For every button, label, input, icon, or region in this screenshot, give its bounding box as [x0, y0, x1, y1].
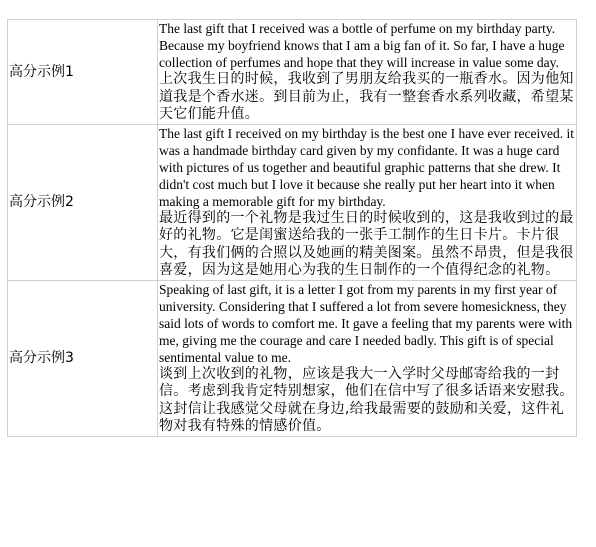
row-content-cell [158, 280, 577, 436]
row-label-cell [8, 124, 158, 280]
chinese-text: 谈到上次收到的礼物，应该是我大一入学时父母邮寄给我的一封信。考虑到我肯定特别想家，他们在信中写了很多话语来安慰我。这封信让我感觉父母就在身边,给我最需要的鼓励和关爱，这件礼物对我有特殊的情感价值。 [159, 365, 574, 434]
english-text: The last gift I received on my birthday is the best one I have ever received. it was a handmade birthday card given by my confidante. It was a huge card with pictures of us together and beautiful graphic patterns that she drew. It didn't cost much but I love it because she really put her heart into it when making a memorable gift for my birthday. [159, 125, 574, 209]
table-row [8, 280, 577, 436]
row-label: 高分示例1 [9, 63, 74, 80]
table-row [8, 124, 577, 280]
chinese-text: 上次我生日的时候，我收到了男朋友给我买的一瓶香水。因为他知道我是个香水迷。到目前为止，我有一整套香水系列收藏，希望某天它们能升值。 [159, 71, 574, 122]
row-content-cell [158, 20, 577, 125]
row-label: 高分示例3 [9, 350, 74, 366]
row-label-cell [8, 280, 158, 436]
row-label-cell [8, 20, 158, 125]
chinese-text: 最近得到的一个礼物是我过生日的时候收到的，这是我收到过的最好的礼物。它是闺蜜送给我的一张手工制作的生日卡片。卡片很大，有我们俩的合照以及她画的精美图案。虽然不昂贵，但是我很喜爱，因为这是她用心为我的生日制作的一个值得纪念的礼物。 [159, 209, 574, 278]
table-row [8, 20, 577, 125]
sample-answers-table [7, 19, 577, 437]
row-content-cell [158, 124, 577, 280]
row-label: 高分示例2 [9, 194, 74, 210]
english-text: Speaking of last gift, it is a letter I got from my parents in my first year of university. Considering that I suffered a lot from severe homesickness, they said lots of words to comfort me. It gave a feeling that my parents were with me, giving me the courage and care I needed badly. This gift is of special sentimental value to me. [159, 281, 573, 365]
english-text: The last gift that I received was a bottle of perfume on my birthday party. Because my boyfriend knows that I am a big fan of it. So far, I have a huge collection of perfumes and hope that they will increase in value some day. [159, 21, 565, 70]
